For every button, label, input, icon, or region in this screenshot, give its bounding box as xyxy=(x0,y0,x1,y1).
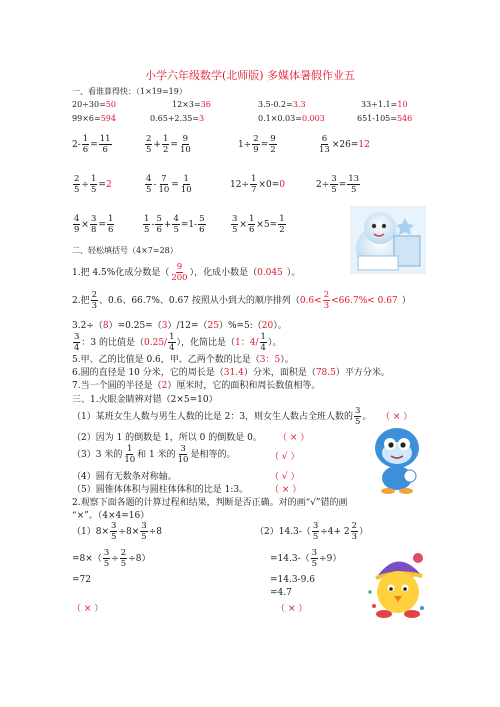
section-2-heading: 二、轻松填括号（4×7=28） xyxy=(72,246,178,255)
s3-part2-line2: “×”。（4×4=16） xyxy=(72,511,150,521)
s2-q3: 3.2÷（8）=0.25=（3）/12=（25）%=5:（20）。 xyxy=(72,321,287,331)
s1-r4-q4: 2÷ $\frac{3}{5}$ = $\frac{13}{5}$ xyxy=(316,174,360,195)
s1-r4-q2: $\frac{4}{5}$ - $\frac{7}{10}$ = $\frac{1}{10}$ xyxy=(146,174,192,195)
s1-r3-q2: $\frac{2}{5}$ + $\frac{1}{2}$ = $\frac{9}{10}$ xyxy=(146,134,191,155)
chick-illustration xyxy=(362,548,434,620)
s1-r2-q1: 99×6=594 xyxy=(72,114,116,123)
calc-left-line3: =72 xyxy=(72,575,91,585)
s3-j5: （5）圆锥体体积与圆柱体体积的比是 1:3。 xyxy=(72,485,249,495)
s1-r5-q3: $\frac{3}{5}$ × $\frac{1}{6}$ ×5= $\frac{1}{2}$ xyxy=(232,214,285,235)
s1-r1-q2: 12×3=36 xyxy=(172,100,211,109)
snowman-reading-illustration xyxy=(350,206,426,274)
s2-q5: 5.甲、乙的比值是 0.6，甲、乙两个数的比是（3：5）。 xyxy=(72,355,294,365)
s2-q7: 7.当一个圆的半径是（2）厘米时，它的面积和周长数值相等。 xyxy=(72,381,321,391)
s3-j3-answer: （ √ ） xyxy=(270,452,300,462)
s3-j4-answer: （ √ ） xyxy=(270,472,300,482)
s3-j1: （1）某班女生人数与男生人数的比是 2：3，则女生人数占全班人数的 $\frac{3}{5}$ 。 （ × ） xyxy=(72,406,413,427)
calc-right-line4: =4.7 xyxy=(270,588,292,598)
s2-q2: 2.把 $\frac{2}{3}$ 、0.6、66.7%、0.67 按照从小到大的顺序排列（0.6< $\frac{2}{3}$ <66.7%< 0.67 ） xyxy=(72,290,411,311)
s1-r1-q1: 20÷30=50 xyxy=(72,100,116,109)
blue-mascot-illustration xyxy=(368,422,426,494)
calc-right-line2: =14.3-（ $\frac{3}{5}$ ÷9） xyxy=(270,548,342,569)
s1-r3-q1: 2- $\frac{1}{6}$ = $\frac{11}{6}$ xyxy=(72,134,111,155)
s2-q1: 1.把 4.5%化成分数是（ $\frac{9}{200}$ ），化成小数是（0.045 ）。 xyxy=(72,262,301,283)
s1-r5-q1: $\frac{4}{9}$ × $\frac{3}{8}$ = $\frac{1}{6}$ xyxy=(74,214,114,235)
s1-r3-q4: $\frac{6}{13}$ ×26=12 xyxy=(319,134,370,155)
page-title: 小学六年级数学(北师版) 多媒体暑假作业五 xyxy=(144,69,356,82)
s1-r2-q4: 651-105=546 xyxy=(357,114,413,123)
calc-right-line1: （2）14.3-（ $\frac{3}{5}$ ÷4+ 2 $\frac{2}{3}$ ） xyxy=(255,521,369,542)
s3-j2-answer: （ × ） xyxy=(278,433,310,443)
s2-q4: $\frac{3}{4}$ ：3 的比值是（0.25/ $\frac{1}{4}$ ），化简比是（1：4/ $\frac{1}{4}$ ）。 xyxy=(74,332,282,353)
s1-r4-q1: $\frac{2}{5}$ ÷ $\frac{1}{5}$ =2 xyxy=(74,174,112,195)
calc-left-line1: （1）8× $\frac{3}{5}$ ÷8× $\frac{3}{5}$ ÷8 xyxy=(72,521,162,542)
s2-q6: 6.圆的直径是 10 分米，它的周长是（31.4）分米，面积是（78.5）平方分米。 xyxy=(72,368,390,378)
section-3-heading: 三、1.火眼金睛辨对错（2×5=10） xyxy=(72,395,218,405)
s1-r4-q3: 12÷ $\frac{1}{7}$ ×0=0 xyxy=(230,174,285,195)
s1-r2-q3: 0.1×0.03=0.003 xyxy=(258,114,325,123)
s1-r1-q3: 3.5-0.2=3.3 xyxy=(258,100,306,109)
s3-j3: （3）3 米的 $\frac{1}{10}$ 和 1 米的 $\frac{3}{10}$ 是相等的。 xyxy=(72,444,236,465)
calc-right-answer: （ × ） xyxy=(276,604,308,614)
s1-r2-q2: 0.65+2.35=3 xyxy=(150,114,205,123)
s1-r1-q4: 33÷1.1=10 xyxy=(361,100,408,109)
s3-j5-answer: （ × ） xyxy=(270,485,302,495)
section-1-heading: 一、看谁算得快：（1×19=19） xyxy=(72,87,187,96)
s3-part2-line1: 2.观察下面各题的计算过程和结果，判断是否正确。对的画“√”错的画 xyxy=(72,498,348,508)
s3-j2: （2）因为 1 的倒数是 1，所以 0 的倒数是 0。 xyxy=(72,433,262,443)
calc-left-line2: =8×（ $\frac{3}{5}$ ÷ $\frac{2}{5}$ ÷8） xyxy=(72,548,151,569)
calc-left-answer: （ × ） xyxy=(72,604,104,614)
calc-right-line3: =14.3-9.6 xyxy=(270,575,315,585)
s3-j4: （4）圆有无数条对称轴。 xyxy=(72,472,177,482)
s1-r3-q3: 1÷ $\frac{2}{9}$ = $\frac{9}{2}$ xyxy=(238,134,276,155)
s1-r5-q2: $\frac{1}{5}$ - $\frac{5}{6}$ + $\frac{4}{5}$ =1- $\frac{5}{6}$ xyxy=(144,214,205,235)
